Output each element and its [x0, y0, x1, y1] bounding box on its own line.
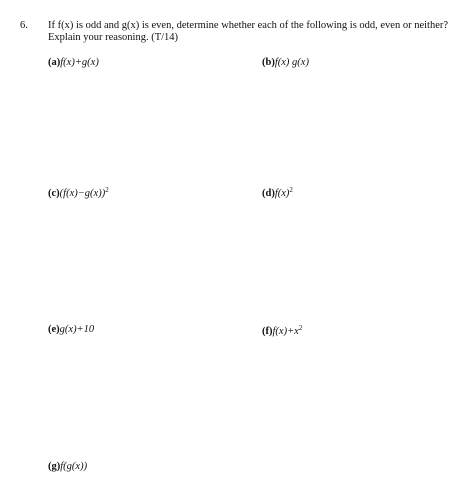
part-e [48, 324, 94, 335]
part-d-exponent: 2 [289, 186, 293, 194]
question-stem [48, 20, 458, 44]
question-stem-line-1: If f(x) is odd and g(x) is even, determine whether each of the following is odd, even or neither? [48, 20, 449, 31]
part-b [262, 57, 309, 68]
part-a [48, 57, 99, 68]
part-g-expression: f(g(x)) [60, 461, 88, 472]
part-g [48, 461, 87, 472]
part-c [48, 186, 109, 199]
part-e-expression: g(x)+10 [59, 324, 95, 335]
part-f-expression: f(x)+x [272, 326, 299, 337]
part-g-label: (g) [48, 461, 61, 472]
question-number: 6. [20, 20, 28, 31]
part-d-label: (d) [262, 188, 275, 199]
part-a-expression: f(x)+g(x) [60, 57, 99, 68]
part-f [262, 324, 302, 337]
part-f-label: (f) [262, 326, 273, 337]
question-stem-line-2: Explain your reasoning. (T/14) [48, 32, 179, 43]
part-d [262, 186, 293, 199]
part-b-label: (b) [262, 57, 275, 68]
part-e-label: (e) [48, 324, 60, 335]
part-d-expression: f(x) [274, 188, 290, 199]
part-a-label: (a) [48, 57, 61, 68]
part-b-expression: f(x) g(x) [274, 57, 309, 68]
part-c-expression: (f(x)−g(x)) [59, 188, 106, 199]
part-f-exponent: 2 [298, 324, 303, 332]
part-c-exponent: 2 [105, 186, 109, 194]
part-c-label: (c) [48, 188, 60, 199]
